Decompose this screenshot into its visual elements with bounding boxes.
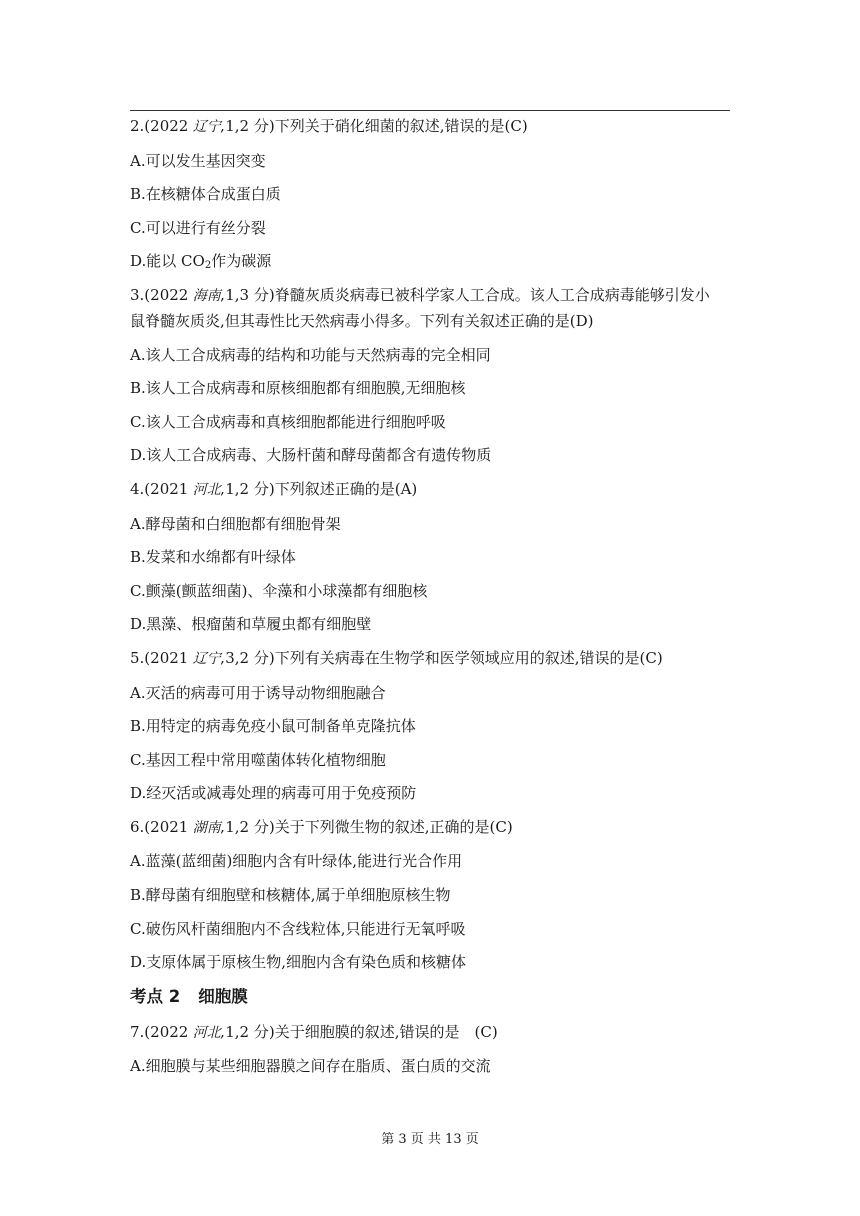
- question-4-stem: 4.(2021 河北,1,2 分)下列叙述正确的是(A): [130, 479, 418, 498]
- question-4-option-a: A.酵母菌和白细胞都有细胞骨架: [130, 514, 341, 533]
- question-5-option-d: D.经灭活或减毒处理的病毒可用于免疫预防: [130, 784, 417, 803]
- question-5-stem: 5.(2021 辽宁,3,2 分)下列有关病毒在生物学和医学领域应用的叙述,错误的是(C): [130, 648, 663, 667]
- question-6-option-c: C.破伤风杆菌细胞内不含线粒体,只能进行无氧呼吸: [130, 919, 466, 938]
- question-3-option-a: A.该人工合成病毒的结构和功能与天然病毒的完全相同: [130, 345, 491, 364]
- question-2-stem: 2.(2022 辽宁,1,2 分)下列关于硝化细菌的叙述,错误的是(C): [130, 117, 528, 135]
- question-5-option-a: A.灭活的病毒可用于诱导动物细胞融合: [130, 683, 386, 702]
- question-2-option-c: C.可以进行有丝分裂: [130, 218, 266, 237]
- question-5-option-c: C.基因工程中常用噬菌体转化植物细胞: [130, 750, 386, 769]
- page-footer: 第 3 页 共 13 页: [381, 1132, 479, 1147]
- question-3-option-c: C.该人工合成病毒和真核细胞都能进行细胞呼吸: [130, 412, 446, 431]
- question-3-option-b: B.该人工合成病毒和原核细胞都有细胞膜,无细胞核: [130, 379, 466, 398]
- question-2-option-b: B.在核糖体合成蛋白质: [130, 185, 281, 204]
- question-3-stem-line-1: 3.(2022 海南,1,3 分)脊髓灰质炎病毒已被科学家人工合成。该人工合成病毒能够引发小: [130, 285, 710, 304]
- question-6-option-d: D.支原体属于原核生物,细胞内含有染色质和核糖体: [130, 953, 467, 972]
- question-4-option-c: C.颤藻(颤蓝细菌)、伞藻和小球藻都有细胞核: [130, 581, 428, 600]
- question-6-option-a: A.蓝藻(蓝细菌)细胞内含有叶绿体,能进行光合作用: [130, 852, 463, 871]
- question-2-option-d: D.能以 $CO_2$作为碳源: [130, 252, 272, 272]
- question-6-stem: 6.(2021 湖南,1,2 分)关于下列微生物的叙述,正确的是(C): [130, 817, 513, 836]
- question-4-option-b: B.发菜和水绵都有叶绿体: [130, 548, 296, 567]
- document-body: [130, 116, 730, 1090]
- question-3-stem-line-2: 鼠脊髓灰质炎,但其毒性比天然病毒小得多。下列有关叙述正确的是(D): [130, 311, 594, 330]
- header-rule: [130, 110, 730, 111]
- question-5-option-b: B.用特定的病毒免疫小鼠可制备单克隆抗体: [130, 717, 416, 736]
- question-3-option-d: D.该人工合成病毒、大肠杆菌和酵母菌都含有遗传物质: [130, 446, 492, 465]
- question-7-stem: 7.(2022 河北,1,2 分)关于细胞膜的叙述,错误的是 (C): [130, 1022, 498, 1041]
- question-2-option-a: A.可以发生基因突变: [130, 151, 266, 170]
- question-7-option-a: A.细胞膜与某些细胞器膜之间存在脂质、蛋白质的交流: [130, 1057, 491, 1076]
- question-6-option-b: B.酵母菌有细胞壁和核糖体,属于单细胞原核生物: [130, 886, 451, 905]
- section-heading: 考点 2 细胞膜: [130, 986, 248, 1006]
- question-4-option-d: D.黑藻、根瘤菌和草履虫都有细胞壁: [130, 615, 372, 634]
